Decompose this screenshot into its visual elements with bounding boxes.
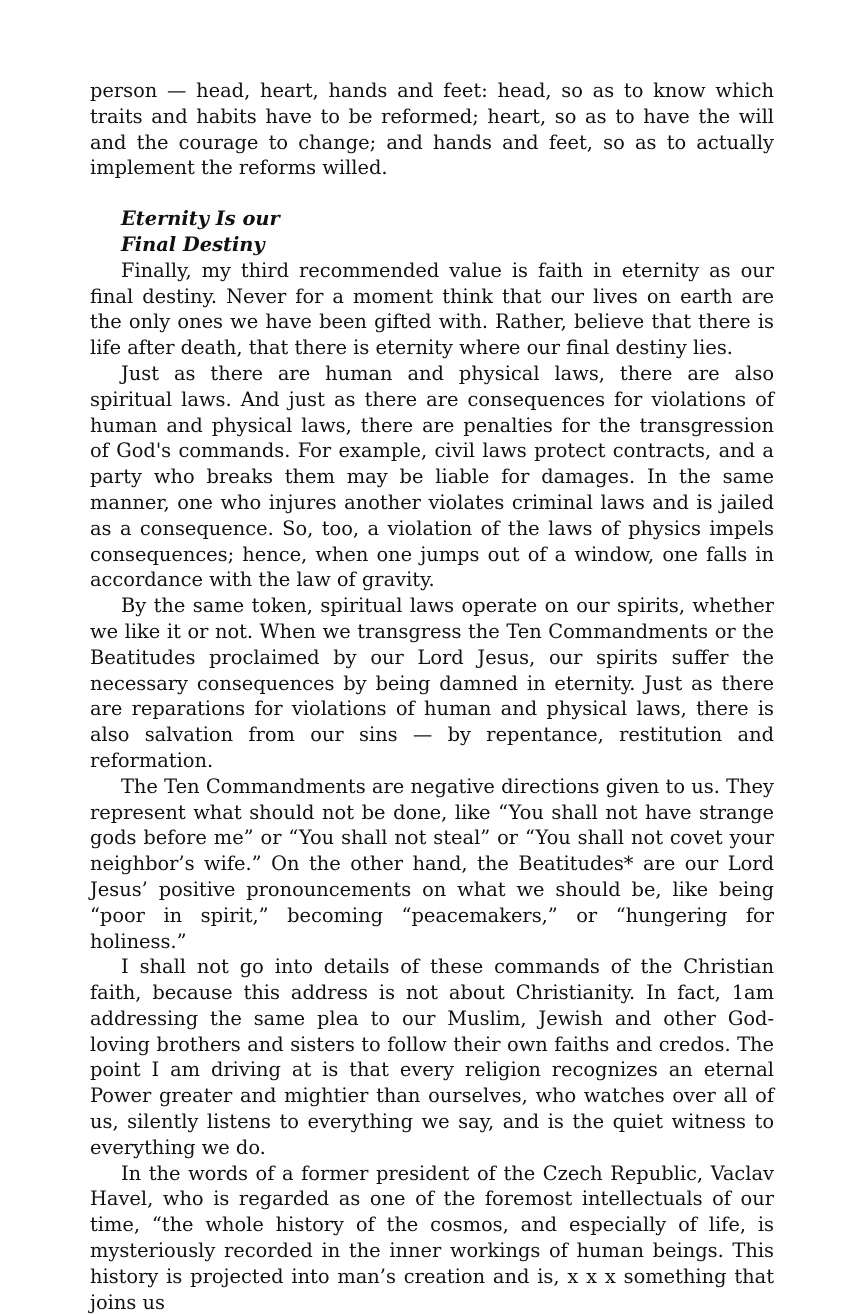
- body-paragraph: Finally, my third recommended value is faith in eternity as our final destiny. Never for a moment think that our lives on earth are the only ones we have been gifted with. Rather, believe that there is life after death, that there is eternity where our final destiny lies.: [90, 258, 774, 360]
- body-paragraph: I shall not go into details of these commands of the Christian faith, because this address is not about Christianity. In fact, 1am addressing the same plea to our Muslim, Jewish and other God-loving brothers and sisters to follow their own faiths and credos. The point I am driving at is that every religion recognizes an eternal Power greater and mightier than ourselves, who watches over all of us, silently listens to everything we say, and is the quiet witness to everything we do.: [90, 955, 774, 1159]
- body-paragraph: By the same token, spiritual laws operate on our spirits, whether we like it or not. When we transgress the Ten Commandments or the Beatitudes proclaimed by our Lord Jesus, our spirits suffer the necessary consequences by being damned in eternity. Just as there are reparations for violations of human and physical laws, there is also salvation from our sins — by repentance, restitution and reformation.: [90, 594, 774, 772]
- document-page: [90, 78, 774, 1315]
- section-heading-line-1: Eternity Is our: [121, 207, 280, 231]
- intro-paragraph: person — head, heart, hands and feet: head, so as to know which traits and habits have to be reformed; heart, so as to have the will and the courage to change; and hands and feet, so as to actually implement the reforms willed.: [90, 79, 774, 180]
- body-paragraph: The Ten Commandments are negative directions given to us. They represent what should not be done, like “You shall not have strange gods before me” or “You shall not steal” or “You shall not covet your neighbor’s wife.” On the other hand, the Beatitudes* are our Lord Jesus’ positive pronouncements on what we should be, like being “poor in spirit,” becoming “peacemakers,” or “hungering for holiness.”: [90, 774, 774, 953]
- section-heading-line-2: Final Destiny: [121, 232, 265, 256]
- body-paragraph: In the words of a former president of the Czech Republic, Vaclav Havel, who is regarded as one of the foremost intellectuals of our time, “the whole history of the cosmos, and especially of life, is mysteriously recorded in the inner workings of human beings. This history is projected into man’s creation and is, x x x something that joins us: [90, 1161, 774, 1314]
- body-paragraph: Just as there are human and physical laws, there are also spiritual laws. And just as there are consequences for violations of human and physical laws, there are penalties for the transgression of God's commands. For example, civil laws protect contracts, and a party who breaks them may be liable for damages. In the same manner, one who injures another violates criminal laws and is jailed as a consequence. So, too, a violation of the laws of physics impels consequences; hence, when one jumps out of a window, one falls in accordance with the law of gravity.: [90, 361, 774, 592]
- section-heading: [121, 206, 774, 258]
